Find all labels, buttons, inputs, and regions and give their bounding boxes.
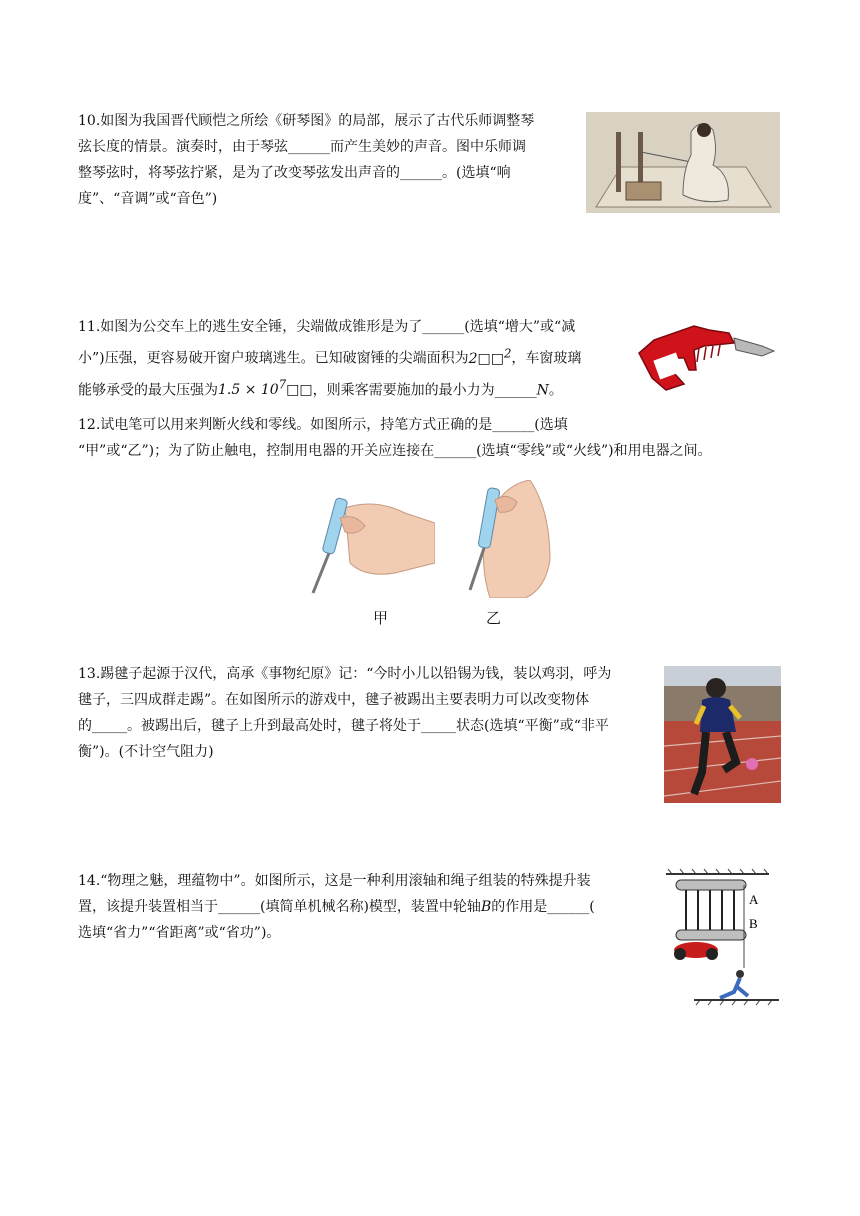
question-10 <box>78 108 534 212</box>
q13-line-1: 13.踢毽子起源于汉代，高承《事物纪原》记：“今时小儿以铅锡为钱，装以鸡羽，呼为 <box>78 666 612 682</box>
q13-line-4: 衡”)。(不计空气阻力) <box>78 744 214 760</box>
q11-pressure-exp: 7 <box>278 377 287 392</box>
label-yi: 乙 <box>486 609 502 627</box>
question-12 <box>78 412 712 464</box>
q11-area-text: 2□□ <box>468 350 504 367</box>
q11-line-2 <box>78 340 581 372</box>
q11-line-3-mid: ，则乘客需要施加的最小力为______ <box>312 382 537 399</box>
q11-pressure-unit: □□ <box>286 382 313 399</box>
q14-line-3: 选填“省力”“省距离”或“省功”)。 <box>78 925 281 941</box>
q11-line-3-end: 。 <box>548 382 563 399</box>
q10-line-3: 整琴弦时，将琴弦拧紧，是为了改变琴弦发出声音的______。(选填“响 <box>78 165 511 181</box>
test-pen-grip-jia-image <box>305 488 435 598</box>
q14-line-2-text: 置，该提升装置相当于______(填简单机械名称)模型，装置中轮轴 <box>78 899 481 915</box>
question-14 <box>78 868 595 946</box>
q11-unit-N: N <box>536 382 549 399</box>
test-pen-grip-yi-image <box>455 480 555 598</box>
question-13 <box>78 661 611 765</box>
label-B: B <box>749 916 758 931</box>
q14-axle-B: B <box>480 899 492 915</box>
q13-line-2: 毽子，三四成群走踢”。在如图所示的游戏中，毽子被踢出主要表明力可以改变物体 <box>78 692 590 708</box>
q13-line-3: 的_____。被踢出后，毽子上升到最高处时，毽子将处于_____状态(选填“平衡”或“非平 <box>78 718 609 734</box>
q11-line-3-text: 能够承受的最大压强为 <box>78 382 218 399</box>
q11-line-2-end: ，车窗玻璃 <box>511 350 582 367</box>
safety-hammer-image <box>634 318 780 396</box>
label-jia: 甲 <box>373 609 389 627</box>
q11-line-3 <box>78 372 581 404</box>
shuttlecock-kicking-photo <box>664 666 781 803</box>
q11-pressure-text: 1.5 × 10 <box>218 382 279 399</box>
q14-line-2 <box>78 894 595 920</box>
q11-area-exp: 2 <box>504 346 512 360</box>
q10-line-2: 弦长度的情景。演奏时，由于琴弦______而产生美妙的声音。图中乐师调 <box>78 139 526 155</box>
q12-line-2: “甲”或“乙”)；为了防止触电，控制用电器的开关应连接在______(选填“零线”或“火线”)和用电器之间。 <box>78 443 712 459</box>
q10-line-4: 度”、“音调”或“音色”) <box>78 191 218 207</box>
pulley-device-diagram <box>664 868 781 1008</box>
q11-line-2-text: 小”)压强，更容易破开窗户玻璃逃生。已知破窗锤的尖端面积为 <box>78 350 469 367</box>
q14-line-2-end: 的作用是______( <box>491 899 595 915</box>
question-11 <box>78 314 581 403</box>
q11-pressure-value <box>218 377 313 399</box>
label-A: A <box>749 892 759 907</box>
q11-line-1: 11.如图为公交车上的逃生安全锤，尖端做成锥形是为了______(选填“增大”或“减 <box>78 319 576 335</box>
q14-line-1: 14.“物理之魅，理蕴物中”。如图所示，这是一种利用滚轴和绳子组装的特殊提升装 <box>78 873 591 889</box>
q10-line-1: 10.如图为我国晋代顾恺之所绘《研琴图》的局部，展示了古代乐师调整琴 <box>78 113 535 129</box>
painting-image <box>586 112 780 213</box>
q12-line-1: 12.试电笔可以用来判断火线和零线。如图所示，持笔方式正确的是______(选填 <box>78 417 568 433</box>
q11-area-value <box>468 346 512 367</box>
